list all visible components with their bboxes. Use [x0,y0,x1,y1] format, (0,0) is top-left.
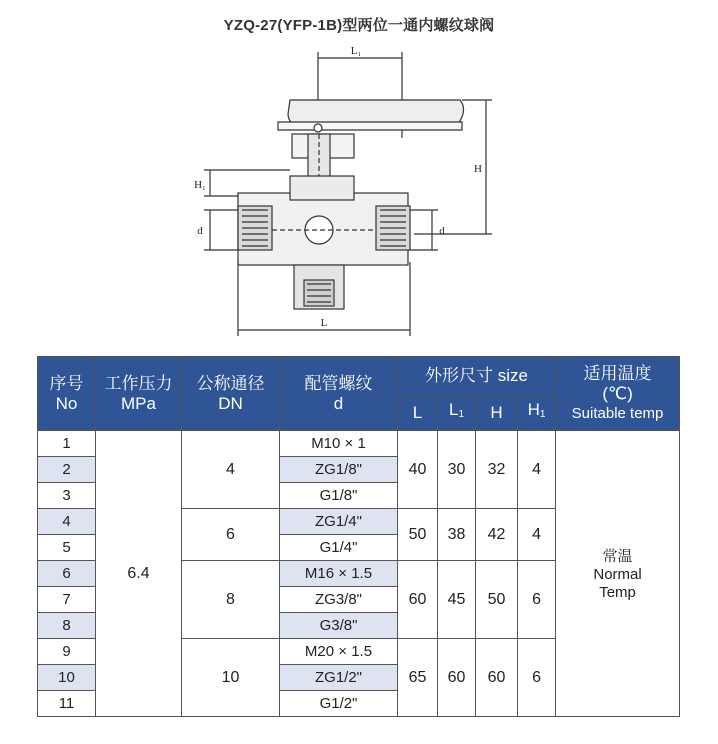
cell-dn: 6 [182,509,280,561]
table-row [38,431,680,457]
cell-temp: 常温 Normal Temp [556,431,680,717]
header-l1: $L_1$ [438,395,476,431]
cell-l1: 30 [438,431,476,509]
cell-l: 50 [398,509,438,561]
header-dn: 公称通径 DN [182,357,280,431]
cell-thread: M16 × 1.5 [280,561,398,587]
cell-thread: M20 × 1.5 [280,639,398,665]
header-h1: $H_1$ [518,395,556,431]
spec-table [37,356,680,717]
dim-l1-label: L₁ [350,45,362,57]
cell-thread: G1/8" [280,483,398,509]
cell-dn: 4 [182,431,280,509]
header-no: 序号 No [38,357,96,431]
dim-d-left-label: d [197,225,203,237]
cell-no: 7 [38,587,96,613]
cell-h1: 4 [518,509,556,561]
dim-l-label: L [320,317,328,329]
dim-h1-label: H₁ [194,179,206,191]
cell-thread: ZG1/8" [280,457,398,483]
dim-d-right-label: d [439,225,445,237]
cell-h: 50 [476,561,518,639]
cell-no: 8 [38,613,96,639]
cell-no: 10 [38,665,96,691]
cell-pressure: 6.4 [96,431,182,717]
cell-l: 65 [398,639,438,717]
cell-no: 2 [38,457,96,483]
header-thread: 配管螺纹 d [280,357,398,431]
cell-no: 5 [38,535,96,561]
cell-h1: 6 [518,639,556,717]
cell-no: 11 [38,691,96,717]
header-temp: 适用温度 (℃) Suitable temp [556,357,680,431]
cell-dn: 10 [182,639,280,717]
cell-h: 32 [476,431,518,509]
cell-thread: ZG1/4" [280,509,398,535]
handle-base [278,122,462,130]
cell-thread: G1/4" [280,535,398,561]
cell-thread: G3/8" [280,613,398,639]
cell-no: 3 [38,483,96,509]
cell-no: 1 [38,431,96,457]
page-title: YZQ-27(YFP-1B)型两位一通内螺纹球阀 [223,17,495,34]
cell-no: 6 [38,561,96,587]
cell-h: 42 [476,509,518,561]
cell-thread: M10 × 1 [280,431,398,457]
cell-h1: 4 [518,431,556,509]
cell-thread: G1/2" [280,691,398,717]
cell-l1: 38 [438,509,476,561]
cell-l1: 45 [438,561,476,639]
cell-h1: 6 [518,561,556,639]
valve-drawing [170,38,510,350]
cell-h: 60 [476,639,518,717]
cell-no: 4 [38,509,96,535]
header-l: L [398,395,438,431]
cell-thread: ZG3/8" [280,587,398,613]
cell-l: 40 [398,431,438,509]
cell-thread: ZG1/2" [280,665,398,691]
header-h: H [476,395,518,431]
header-pressure: 工作压力 MPa [96,357,182,431]
cell-l: 60 [398,561,438,639]
header-size-group: 外形尺寸 size [398,357,556,395]
cell-dn: 8 [182,561,280,639]
dim-h-label: H [474,163,482,175]
cell-l1: 60 [438,639,476,717]
cell-no: 9 [38,639,96,665]
